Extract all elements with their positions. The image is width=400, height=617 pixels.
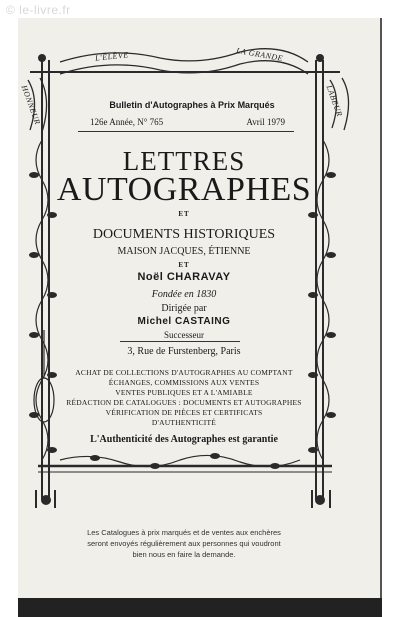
title-autographes: AUTOGRAPHES — [56, 171, 312, 208]
title-documents: DOCUMENTS HISTORIQUES — [92, 227, 276, 242]
maison-line: MAISON JACQUES, ÉTIENNE — [117, 246, 251, 257]
ribbon-top-left-text: L'ÉLÈVE — [94, 50, 130, 63]
fondee-line: Fondée en 1830 — [151, 289, 217, 300]
dirigee-line: Dirigée par — [161, 303, 207, 314]
director-name: Michel CASTAING — [137, 316, 231, 327]
address-line: 3, Rue de Furstenberg, Paris — [127, 346, 241, 357]
service-line: VÉRIFICATION DE PIÈCES ET CERTIFICATS — [105, 408, 263, 417]
issue-annee: 126e Année, N° 765 — [90, 117, 164, 127]
watermark: © le-livre.fr — [6, 3, 71, 17]
service-line: VENTES PUBLIQUES ET A L'AMIABLE — [115, 388, 253, 397]
footer-line: bien nous en faire la demande. — [132, 550, 236, 559]
title-et: ET — [178, 210, 190, 218]
authenticity-guarantee: L'Authenticité des Autographes est garantie — [90, 434, 278, 445]
ribbon-top-right-text: LA GRANDE — [235, 45, 284, 64]
footer-line: seront envoyés régulièrement aux personnes qui voudront — [87, 539, 281, 548]
bulletin-title: Bulletin d'Autographes à Prix Marqués — [109, 100, 275, 110]
divider — [78, 131, 294, 132]
et-line: ET — [178, 261, 190, 269]
noel-charavay: Noël CHARAVAY — [137, 271, 231, 283]
ribbon-right-text: LABEUR — [324, 84, 345, 118]
service-line: ACHAT DE COLLECTIONS D'AUTOGRAPHES AU COMPTANT — [75, 368, 293, 377]
title-lettres: LETTRES — [122, 146, 246, 176]
ribbon-left-text: HONNEUR — [19, 84, 43, 126]
footer-line: Les Catalogues à prix marqués et de ventes aux enchères — [87, 528, 281, 537]
successeur-line: Successeur — [164, 330, 204, 340]
issue-row — [90, 117, 285, 127]
service-line: RÉDACTION DE CATALOGUES : DOCUMENTS ET AUTOGRAPHES — [66, 398, 302, 407]
service-line: D'AUTHENTICITÉ — [151, 418, 217, 427]
service-line: ÉCHANGES, COMMISSIONS AUX VENTES — [108, 378, 260, 387]
issue-date: Avril 1979 — [246, 117, 285, 127]
divider — [120, 341, 240, 342]
